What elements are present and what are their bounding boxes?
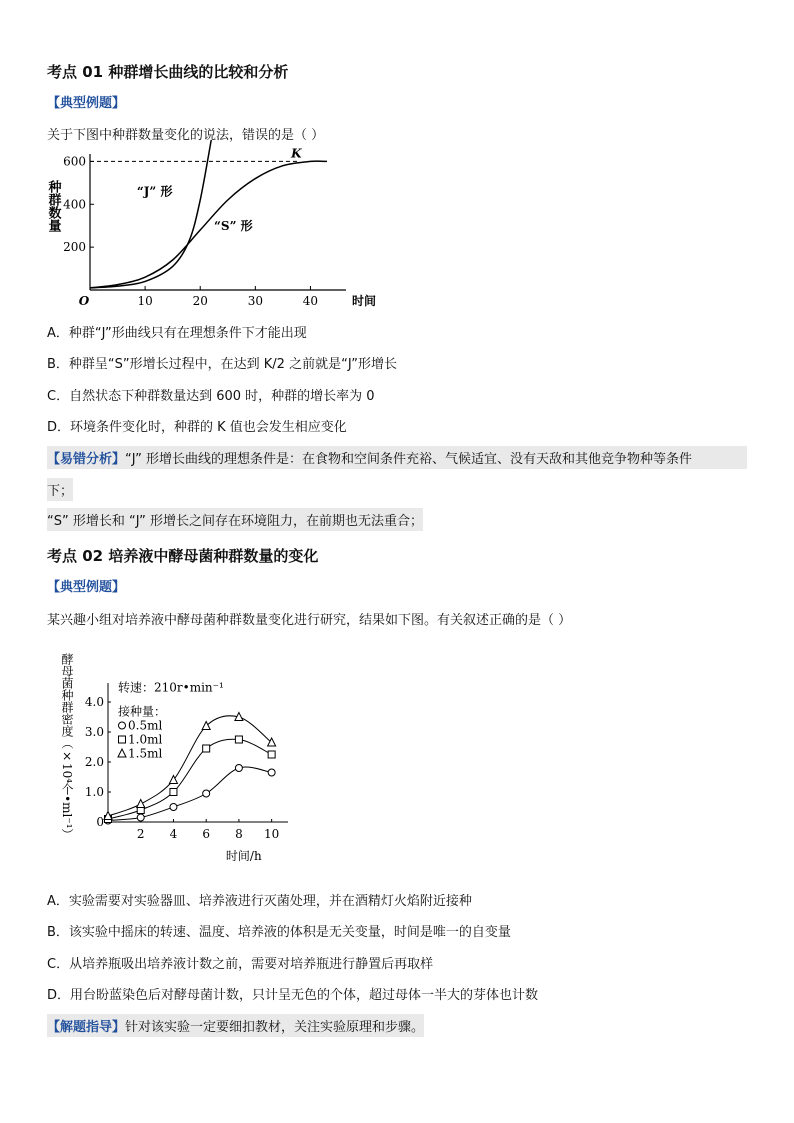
x-tick-label: 8 (235, 827, 243, 841)
data-point-square (170, 789, 177, 796)
y-tick-label: 2.0 (84, 755, 104, 769)
section2-tag: 【典型例题】 (47, 580, 126, 595)
section1-option-c: C．自然状态下种群数量达到 600 时，种群的增长率为 0 (47, 389, 375, 404)
data-point-circle (137, 814, 144, 821)
data-point-circle (268, 769, 275, 776)
legend-label: 0.5ml (128, 718, 163, 733)
yeast-density-chart (60, 645, 310, 870)
y-tick-label: 200 (63, 240, 86, 255)
j-curve (90, 140, 211, 288)
x-axis-label: 时间/h (225, 849, 262, 863)
legend-label: 1.5ml (128, 746, 163, 761)
analysis-line-2: 下； (47, 478, 73, 501)
y-tick-label: 4.0 (84, 695, 104, 709)
data-point-circle (170, 804, 177, 811)
guide-line (47, 1014, 424, 1037)
x-tick-label: 20 (192, 294, 208, 308)
x-tick-label: 30 (247, 294, 263, 308)
legend-label: 1.0ml (128, 732, 163, 747)
k-label: K (291, 146, 302, 161)
x-tick-label: 40 (302, 294, 319, 308)
y-tick-label: 600 (63, 154, 86, 169)
y-axis-label: 种群数量 (45, 180, 61, 232)
x-axis-label: 时间 (352, 294, 377, 308)
x-tick-label: 6 (202, 827, 211, 841)
data-point-square (203, 745, 210, 752)
y-tick-label: 3.0 (84, 725, 104, 739)
data-point-square (235, 736, 242, 743)
y-tick-label: 400 (63, 197, 86, 212)
s-curve (90, 161, 327, 288)
section1-question: 关于下图中种群数量变化的说法，错误的是（ ） (47, 128, 325, 143)
x-tick-label: 4 (169, 827, 178, 841)
section2-option-a: A．实验需要对实验器皿、培养液进行灭菌处理，并在酒精灯火焰附近接种 (47, 894, 472, 909)
legend-marker-square (119, 736, 126, 743)
population-growth-chart (45, 146, 377, 318)
legend-marker-circle (119, 722, 126, 729)
data-point-triangle (137, 800, 145, 808)
section1-option-d: D．环境条件变化时，种群的 K 值也会发生相应变化 (47, 420, 347, 435)
section2-option-b: B．该实验中摇床的转速、温度、培养液的体积是无关变量，时间是唯一的自变量 (47, 925, 511, 940)
x-tick-label: 10 (137, 294, 153, 308)
data-point-circle (203, 790, 210, 797)
data-point-triangle (202, 722, 210, 730)
analysis-tag: 【易错分析】 (47, 452, 126, 467)
data-point-circle (235, 765, 242, 772)
j-curve-label: “J” 形 (136, 184, 173, 199)
section2-option-c: C．从培养瓶吸出培养液计数之前，需要对培养瓶进行静置后再取样 (47, 957, 434, 972)
data-point-square (268, 751, 275, 758)
section1-heading: 考点 01 种群增长曲线的比较和分析 (47, 63, 289, 81)
analysis-line-3: “S” 形增长和 “J” 形增长之间存在环境阻力，在前期也无法重合； (47, 508, 423, 531)
y-tick-label: 0 (96, 815, 104, 829)
y-tick-label: 1.0 (84, 785, 104, 799)
section1-option-b: B．种群呈“S”形增长过程中，在达到 K/2 之前就是“J”形增长 (47, 357, 397, 372)
speed-label: 转速：210r•min⁻¹ (118, 680, 224, 695)
section2-question: 某兴趣小组对培养液中酵母菌种群数量变化进行研究，结果如下图。有关叙述正确的是（ ） (47, 613, 572, 628)
legend-title: 接种量： (118, 704, 167, 719)
section1-option-a: A．种群“J”形曲线只有在理想条件下才能出现 (47, 326, 307, 341)
y-axis-label: 酵母菌种群密度（×10⁴个•ml⁻¹） (60, 653, 74, 841)
analysis-text-1: “J” 形增长曲线的理想条件是：在食物和空间条件充裕、气候适宜、没有天敌和其他竞争物种等条件 (125, 452, 693, 467)
origin-label: O (78, 294, 90, 308)
s-curve-label: “S” 形 (214, 219, 253, 233)
x-tick-label: 10 (263, 827, 280, 841)
guide-tag: 【解题指导】 (47, 1020, 126, 1035)
x-tick-label: 2 (136, 827, 145, 841)
data-point-triangle (268, 738, 276, 746)
legend-marker-triangle (118, 749, 126, 757)
section2-option-d: D．用台盼蓝染色后对酵母菌计数，只计呈无色的个体，超过母体一半大的芽体也计数 (47, 988, 539, 1003)
analysis-line-1 (47, 446, 747, 469)
section1-tag: 【典型例题】 (47, 96, 126, 111)
guide-text: 针对该实验一定要细扣教材，关注实验原理和步骤。 (125, 1020, 425, 1035)
section2-heading: 考点 02 培养液中酵母菌种群数量的变化 (47, 547, 319, 565)
